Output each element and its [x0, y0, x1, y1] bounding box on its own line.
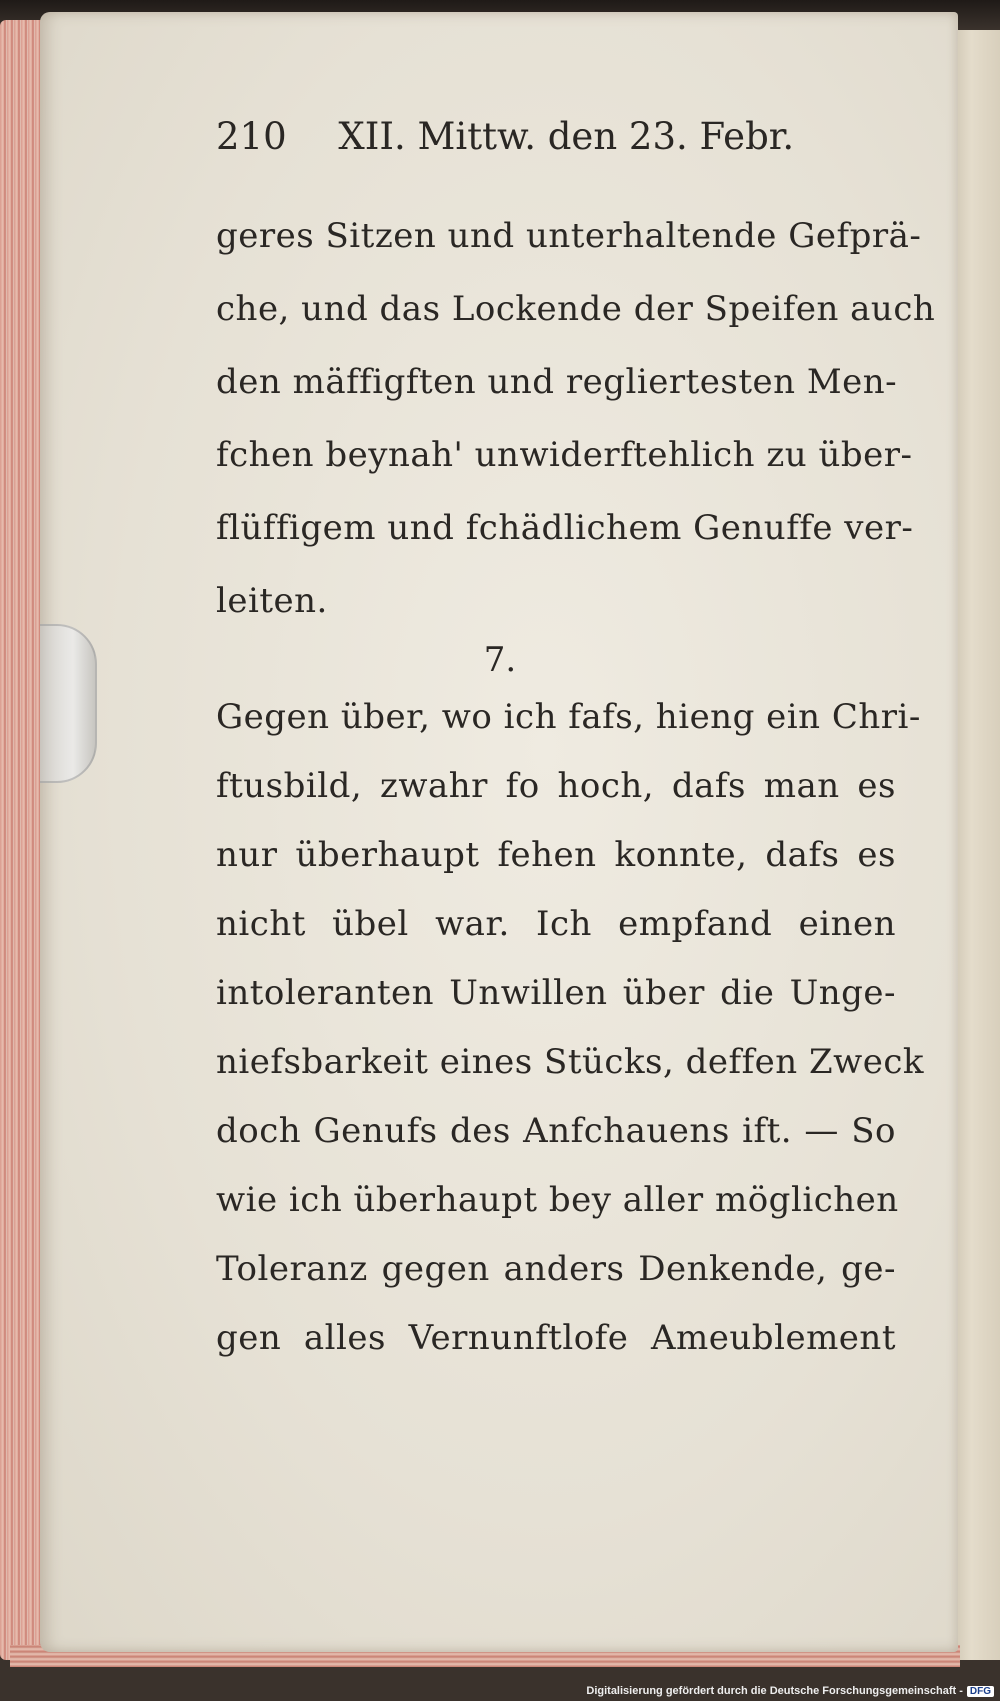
- text-line: geres Sitzen und unterhaltende Gefprä-: [216, 216, 922, 256]
- right-page-edge: [952, 30, 1000, 1660]
- text-line: wie ich überhaupt bey aller möglichen: [216, 1180, 899, 1220]
- text-line: Gegen über, wo ich fafs, hieng ein Chri-: [216, 697, 921, 737]
- page-number: 210: [216, 115, 287, 158]
- page-header: [216, 115, 896, 175]
- text-line: flüffigem und fchädlichem Genuffe ver-: [216, 508, 914, 548]
- credit-text: Digitalisierung gefördert durch die Deutsche Forschungsgemeinschaft -: [586, 1685, 963, 1697]
- text-line: che, und das Lockende der Speifen auch: [216, 289, 936, 329]
- dfg-logo-icon: DFG: [967, 1686, 994, 1697]
- text-line: nur überhaupt fehen konnte, dafs es: [216, 835, 896, 875]
- paragraph-2: [216, 683, 924, 1373]
- text-line: fchen beynah' unwiderftehlich zu über-: [216, 435, 913, 475]
- digitization-credit: [586, 1685, 994, 1697]
- text-line: Toleranz gegen anders Denkende, ge-: [216, 1249, 896, 1289]
- section-number: 7.: [483, 640, 517, 680]
- running-head: XII. Mittw. den 23. Febr.: [338, 115, 795, 158]
- paragraph-1: [216, 200, 936, 638]
- text-line: intoleranten Unwillen über die Unge-: [216, 973, 896, 1013]
- text-line: leiten.: [216, 581, 328, 621]
- text-line: ftusbild, zwahr fo hoch, dafs man es: [216, 766, 896, 806]
- text-line: den mäffigften und regliertesten Men-: [216, 362, 898, 402]
- text-line: gen alles Vernunftlofe Ameublement: [216, 1318, 896, 1358]
- text-line: nicht übel war. Ich empfand einen: [216, 904, 896, 944]
- text-line: doch Genufs des Anfchauens ift. — So: [216, 1111, 896, 1151]
- text-line: niefsbarkeit eines Stücks, deffen Zweck: [216, 1042, 924, 1082]
